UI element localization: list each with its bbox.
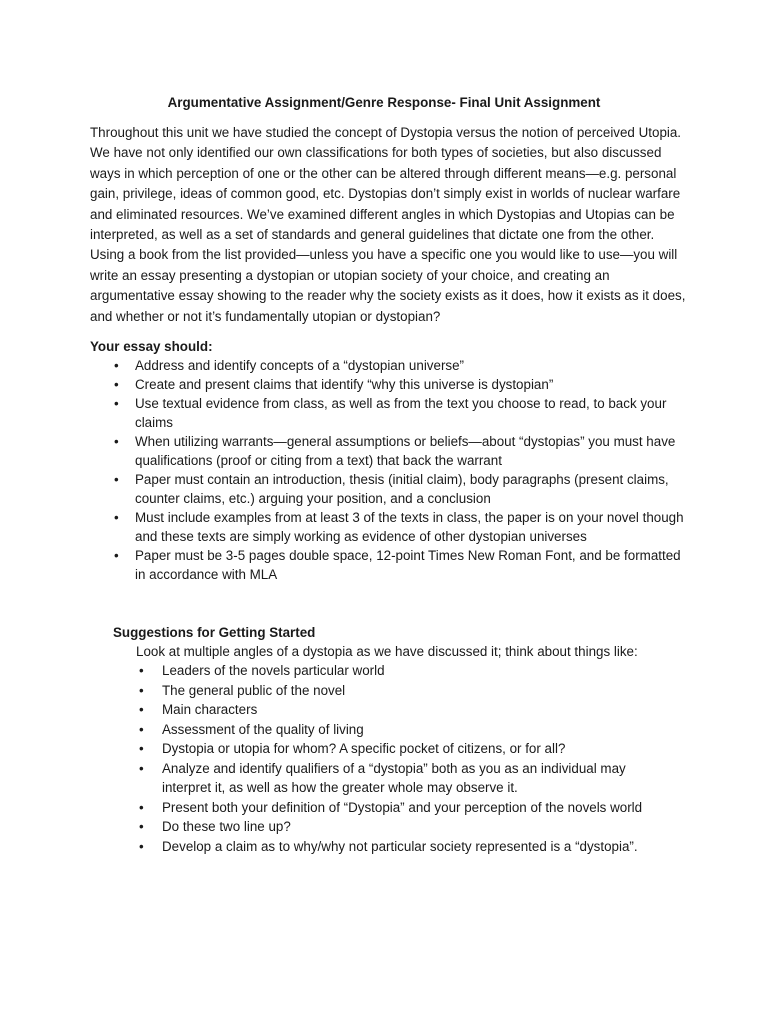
suggestion-item: • Dystopia or utopia for whom? A specific pocket of citizens, or for all? [136,739,676,759]
suggestions-heading: Suggestions for Getting Started [113,625,316,640]
suggestion-item: • Main characters [136,700,676,720]
suggestion-item: • Analyze and identify qualifiers of a “dystopia” both as you as an individual may interpret it, as well as how the greater whole may observe it. [136,759,676,798]
suggestion-item: • Present both your definition of “Dystopia” and your perception of the novels world [136,798,676,818]
requirement-item: • When utilizing warrants—general assumptions or beliefs—about “dystopias” you must have qualifications (proof or citing from a text) that back the warrant [90,432,690,470]
suggestions-lead: Look at multiple angles of a dystopia as we have discussed it; think about things like: [136,644,638,659]
requirement-item: • Paper must contain an introduction, thesis (initial claim), body paragraphs (present claims, counter claims, etc.) arguing your position, and a conclusion [90,470,690,508]
suggestion-item: • Leaders of the novels particular world [136,661,676,681]
document-title: Argumentative Assignment/Genre Response- Final Unit Assignment [167,95,601,110]
requirement-item: • Create and present claims that identify “why this universe is dystopian” [90,375,690,394]
requirement-item: • Must include examples from at least 3 of the texts in class, the paper is on your novel though and these texts are simply working as evidence of other dystopian universes [90,508,690,546]
requirements-list [90,356,690,584]
suggestion-item: • Assessment of the quality of living [136,720,676,740]
requirement-item: • Address and identify concepts of a “dystopian universe” [90,356,690,375]
essay-requirements-heading: Your essay should: [90,339,213,354]
suggestion-item: • The general public of the novel [136,681,676,701]
suggestions-list [136,661,676,856]
requirement-item: • Use textual evidence from class, as well as from the text you choose to read, to back your claims [90,394,690,432]
suggestion-item: • Do these two line up? [136,817,676,837]
requirement-item: • Paper must be 3-5 pages double space, 12-point Times New Roman Font, and be formatted in accordance with MLA [90,546,690,584]
intro-paragraph: Throughout this unit we have studied the concept of Dystopia versus the notion of perceived Utopia. We have not only identified our own classifications for both types of societies, but also discussed ways in which perception of one or the other can be altered through different means—e.g. personal gain, privilege, ideas of common good, etc. Dystopias don’t simply exist in worlds of nuclear warfare and eliminated resources. We’ve examined different angles in which Dystopias and Utopias can be interpreted, as well as a set of standards and general guidelines that dictate one from the other. Using a book from the list provided—unless you have a specific one you would like to use—you will write an essay presenting a dystopian or utopian society of your choice, and creating an argumentative essay showing to the reader why the society exists as it does, how it exists as it does, and whether or not it’s fundamentally utopian or dystopian? [90,125,686,324]
suggestion-item: • Develop a claim as to why/why not particular society represented is a “dystopia”. [136,837,676,857]
